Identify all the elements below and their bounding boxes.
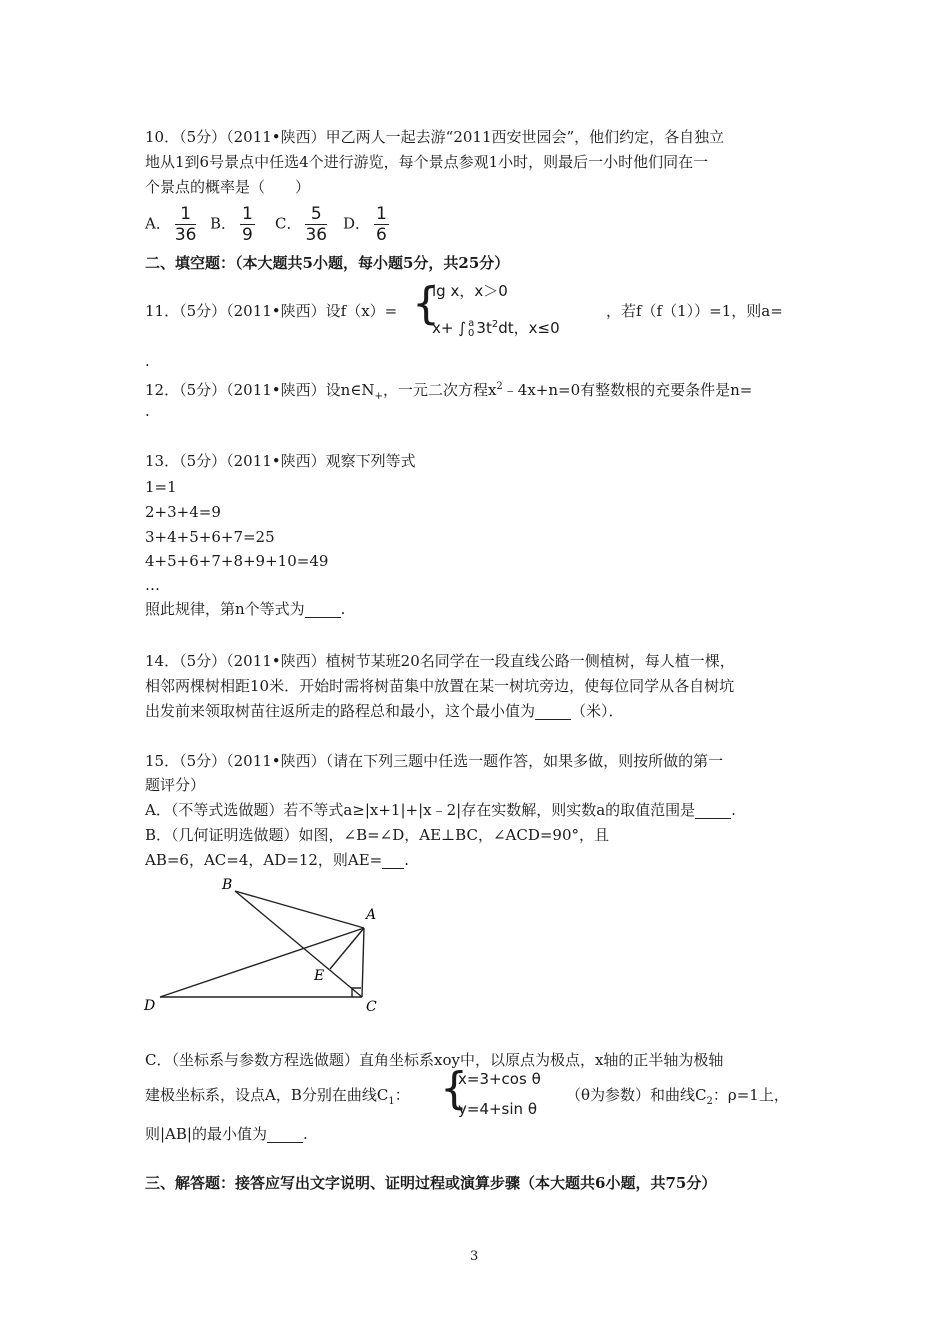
segment-ba [235, 891, 364, 928]
label-e: E [314, 968, 325, 984]
q10-line1: 10．（5分）（2011•陕西）甲乙两人一起去游“2011西安世园会”，他们约定，各自独立 [145, 128, 725, 146]
q15-line1: 15．（5分）（2011•陕西）（请在下列三题中任选一题作答，如果多做，则按所做的第一 [145, 752, 724, 770]
label-d: D [144, 998, 156, 1014]
q15-part-c-line2a: 建极坐标系，设点A，B分别在曲线$C_1$： [145, 1086, 410, 1107]
q14-line2: 相邻两棵树相距10米．开始时需将树苗集中放置在某一树坑旁边，使每位同学从各自树坑 [145, 677, 735, 695]
q13-eq-4: 4+5+6+7+8+9+10=49 [145, 552, 329, 570]
q10-option-b: B． $\frac{1}{9}$ [210, 204, 253, 245]
page-number: 3 [470, 1249, 479, 1264]
q13-eq-1: 1=1 [145, 478, 177, 496]
segment-ac [362, 928, 364, 997]
q15-param-brace: { [440, 1063, 468, 1114]
q14-line1: 14．（5分）（2011•陕西）植树节某班20名同学在一段直线公路一侧植树，每人植一棵， [145, 652, 735, 670]
q13-eq-3: 3+4+5+6+7=25 [145, 528, 275, 546]
q12-end: . [145, 402, 150, 420]
answer-blank [535, 705, 571, 720]
q11-end: . [145, 352, 150, 370]
q14-line3: 出发前来领取树苗往返所走的路程总和最小，这个最小值为 （米）． [145, 702, 624, 720]
section-2-heading: 二、填空题：（本大题共5小题，每小题5分，共25分） [145, 254, 510, 272]
answer-blank [267, 1128, 303, 1143]
q13-title: 13．（5分）（2011•陕西）观察下列等式 [145, 452, 416, 470]
section-3-heading: 三、解答题：接答应写出文字说明、证明过程或演算步骤（本大题共6小题，共75分） [145, 1174, 717, 1192]
q15-part-c-line3: 则|AB|的最小值为 . [145, 1125, 308, 1143]
q10-line2: 地从1到6号景点中任选4个进行游览，每个景点参观1小时，则最后一小时他们同在一 [145, 153, 709, 171]
q15-part-b-line2: AB=6，AC=4，AD=12，则AE= . [145, 851, 410, 869]
segment-da [160, 928, 364, 997]
q11-case1: lg x，x＞0 [432, 282, 508, 300]
q15-param-x: x=3+cos θ [458, 1070, 541, 1088]
q13-eq-2: 2+3+4=9 [145, 503, 221, 521]
answer-blank [382, 854, 404, 869]
q12-text: 12．（5分）（2011•陕西）设$n\in N_+$，一元二次方程$x^2﹣4x+n=0$有整数根的充要条件是n= [145, 381, 753, 402]
q10-option-a: A． $\frac{1}{36}$ [145, 204, 197, 245]
geometry-figure [140, 873, 390, 1018]
answer-blank [695, 804, 731, 819]
q11-brace: { [412, 278, 440, 329]
q15-line2: 题评分） [145, 776, 206, 794]
q15-part-c-line1: C．（坐标系与参数方程选做题）直角坐标系xoy中，以原点为极点，x轴的正半轴为极轴 [145, 1051, 724, 1069]
label-b: B [222, 877, 233, 893]
q15-part-a: A．（不等式选做题）若不等式a≥|x+1|+|x﹣2|存在实数解，则实数a的取值范围是 . [145, 801, 736, 819]
q10-option-d: D． $\frac{1}{6}$ [343, 204, 387, 245]
q15-param-y: y=4+sin θ [458, 1100, 537, 1118]
q13-ellipsis: … [145, 576, 160, 594]
q11-prefix: 11．（5分）（2011•陕西）设f（x）= [145, 302, 398, 320]
answer-blank [305, 603, 341, 618]
q13-last-line: 照此规律，第n个等式为 . [145, 600, 346, 618]
segment-bc [235, 891, 362, 997]
label-c: C [366, 999, 377, 1015]
q10-line3: 个景点的概率是（ ） [145, 178, 311, 196]
q15-part-b-line1: B．（几何证明选做题）如图，∠B=∠D，AE⊥BC，∠ACD=90°，且 [145, 826, 610, 844]
q10-option-c: C． $\frac{5}{36}$ [275, 204, 328, 245]
q11-suffix: ，若f（f（1））=1，则a= [606, 302, 783, 320]
q11-case2: x+ ∫ a 0 $3t^2dt$，x≤0 [432, 317, 560, 339]
q15-part-c-line2b: （θ为参数）和曲线$C_2$：ρ=1上， [566, 1086, 789, 1107]
label-a: A [366, 907, 377, 923]
